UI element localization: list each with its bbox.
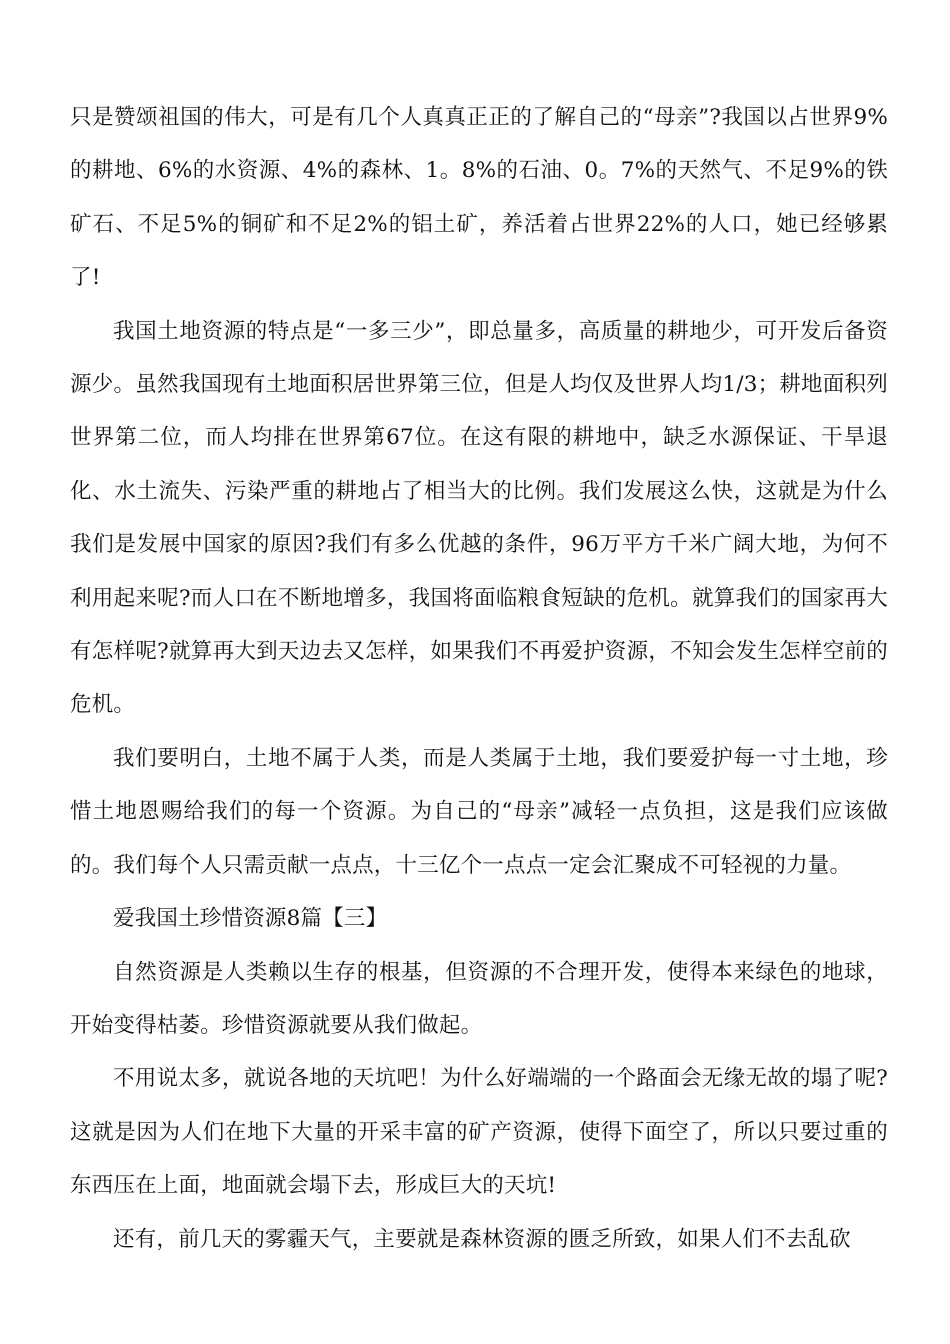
paragraph-protect-land: 我们要明白，土地不属于人类，而是人类属于土地，我们要爱护每一寸土地，珍惜土地恩赐给我们的每一个资源。为自己的“母亲”减轻一点负担，这是我们应该做的。我们每个人只需贡献一点点，十三亿个一点点一定会汇聚成不可轻视的力量。 xyxy=(70,745,888,878)
paragraph-land-resources: 我国土地资源的特点是“一多三少”，即总量多，高质量的耕地少，可开发后备资源少。虽然我国现有土地面积居世界第三位，但是人均仅及世界人均1/3；耕地面积列世界第二位，而人均排在世界第67位。在这有限的耕地中，缺乏水源保证、干旱退化、水土流失、污染严重的耕地占了相当大的比例。我们发展这么快，这就是为什么我们是发展中国家的原因?我们有多么优越的条件，96万平方千米广阔大地，为何不利用起来呢?而人口在不断地增多，我国将面临粮食短缺的危机。就算我们的国家再大有怎样呢?就算再大到天边去又怎样，如果我们不再爱护资源，不知会发生怎样空前的危机。 xyxy=(70,318,888,718)
paragraph-smog: 还有，前几天的雾霾天气，主要就是森林资源的匮乏所致，如果人们不去乱砍 xyxy=(113,1226,851,1252)
paragraph-sinkholes: 不用说太多，就说各地的天坑吧！为什么好端端的一个路面会无缘无故的塌了呢?这就是因为人们在地下大量的开采丰富的矿产资源，使得下面空了，所以只要过重的东西压在上面，地面就会塌下去，形成巨大的天坑! xyxy=(70,1066,888,1199)
paragraph-natural-resources: 自然资源是人类赖以生存的根基，但资源的不合理开发，使得本来绿色的地球，开始变得枯萎。珍惜资源就要从我们做起。 xyxy=(70,959,888,1038)
section-heading: 爱我国土珍惜资源8篇【三】 xyxy=(113,906,388,932)
paragraph-continued: 只是赞颂祖国的伟大，可是有几个人真真正正的了解自己的“母亲”?我国以占世界9%的耕地、6%的水资源、4%的森林、1。8%的石油、0。7%的天然气、不足9%的铁矿石、不足5%的铜矿和不足2%的铝土矿，养活着占世界22%的人口，她已经够累了! xyxy=(70,105,888,291)
